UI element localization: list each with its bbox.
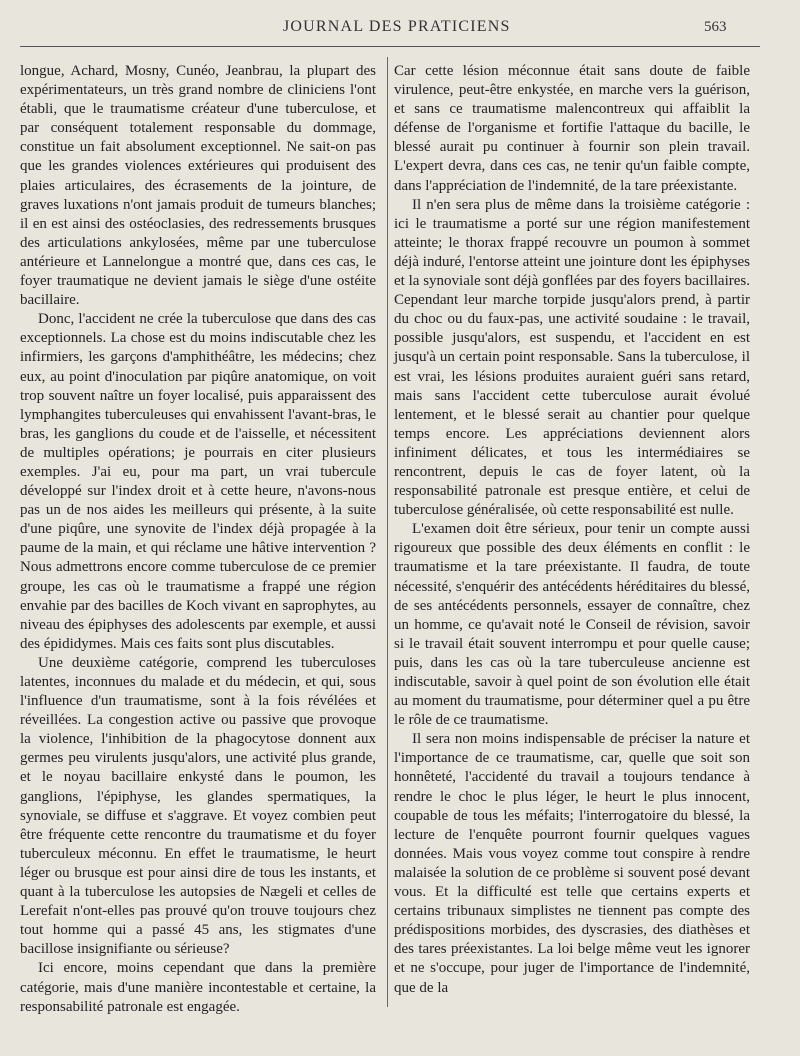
paragraph: L'examen doit être sérieux, pour tenir un compte aussi rigoureux que possible des deux éléments en conflit : le traumatisme et la tare préexistante. Il faudra, de toute nécessité, s'enquérir des antécédents héréditaires du blessé, de ses antécédents personnels, essayer de connaître, chez un homme, ce qu'avait noté le Conseil de révision, savoir si le travail était souvent interrompu et pour quelle cause; puis, dans les cas où la tare tuberculeuse ancienne est indiscutable, savoir à quel point de son évolution elle était au moment du traumatisme, pour déterminer quel a pu être le rôle de ce traumatisme.	[394, 521, 750, 729]
page-number: 563	[704, 19, 727, 35]
paragraph: Il n'en sera plus de même dans la troisième catégorie : ici le traumatisme a porté sur une région manifestement atteinte; le thorax frappé recouvre un poumon à sommet déjà induré, l'entorse atteint une jointure dont les épiphyses et la synoviale sont déjà gonflées par des foyers bacillaires. Cependant leur marche torpide jusqu'alors prend, à partir du choc ou du faux-pas, une activité soudaine : le travail, possible jusqu'alors, est suspendu, et l'accident en est jusqu'à un certain point responsable. Sans la tuberculose, il est vrai, les lésions produites auraient guéri sans retard, mais sans l'accident cette tuberculose aurait évolué lentement, et le blessé serait au chantier pour quelque temps encore. Les appréciations deviennent alors infiniment délicates, et tous les intermédiaires se rencontrent, depuis le cas de foyer latent, où la responsabilité patronale est presque entière, et celui de tuberculose généralisée, où cette responsabilité est nulle.	[394, 196, 750, 519]
left-column	[20, 62, 376, 1017]
right-column	[394, 62, 750, 998]
paragraph: Une deuxième catégorie, comprend les tuberculoses latentes, inconnues du malade et du médecin, et qui, sous l'influence d'un traumatisme, sont à la fois révélées et réveillées. La congestion active ou passive que provoque la violence, l'inhibition de la phagocytose donnent aux germes peu virulents jusqu'alors, une activité plus grande, et le noyau bacillaire enkysté dans le poumon, les ganglions, l'épiphyse, les glandes spermatiques, la synoviale, se diffuse et s'aggrave. Et voyez combien peut être fréquente cette rencontre du traumatisme et du foyer tuberculeux méconnu. En effet le traumatisme, le heurt léger ou brusque est pour ainsi dire de tous les instants, et quant à la tuberculose les autopsies de Nægeli et celles de Lerefait n'ont-elles pas prouvé qu'on trouve toujours chez tout homme qui a passé 45 ans, les stigmates d'une bacillose insignifiante ou sérieuse?	[20, 654, 376, 958]
journal-title: JOURNAL DES PRATICIENS	[283, 18, 511, 35]
paragraph: longue, Achard, Mosny, Cunéo, Jeanbrau, la plupart des expérimentateurs, un très grand nombre de cliniciens l'ont établi, que le traumatisme créateur d'une tuberculose, et par conséquent totalement responsable du dommage, constitue un fait absolument exceptionnel. Ne sait-on pas que les grandes violences extérieures qui produisent des plaies articulaires, des écrasements de la jointure, de graves luxations n'ont jamais produit de tumeurs blanches; il en est ainsi des ostéoclasies, des redressements brusques des articulations ankylosées, même par une tuberculose antérieure et Lannelongue a montré que, dans ces cas, le foyer traumatique ne devient jamais le siège d'une ostéite bacillaire.	[20, 63, 376, 309]
column-divider	[387, 57, 388, 1007]
header-rule	[20, 46, 760, 47]
paragraph: Il sera non moins indispensable de préciser la nature et l'importance de ce traumatisme, car, quelle que soit son honnêteté, l'accidenté du travail a toujours tendance à rendre le choc le plus léger, le heurt le plus innocent, coupable de tous les méfaits; l'interrogatoire du blessé, la lecture de l'enquête pourront fournir quelques vagues données. Mais vous voyez comme tout conspire à rendre malaisée la solution de ce problème si souvent posé devant vous. Et la difficulté est telle que certains experts et certains tribunaux simplistes ne tiennent pas compte des prédispositions morbides, des dyscrasies, des diathèses et des tares préexistantes. La loi belge même veut les ignorer et ne s'occupe, pour juger de l'importance de l'indemnité, que de la	[394, 731, 750, 996]
running-header	[0, 18, 800, 42]
paragraph: Ici encore, moins cependant que dans la première catégorie, mais d'une manière incontestable et certaine, la responsabilité patronale est engagée.	[20, 960, 376, 1015]
paragraph: Car cette lésion méconnue était sans doute de faible virulence, peut-être enkystée, en marche vers la guérison, et sans ce traumatisme malencontreux qui affaiblit la défense de l'organisme et fortifie l'attaque du bacille, le blessé aurait pu continuer à fournir son plein travail. L'expert devra, dans ces cas, ne tenir qu'un faible compte, dans l'appréciation de l'indemnité, de la tare préexistante.	[394, 63, 750, 194]
paragraph: Donc, l'accident ne crée la tuberculose que dans des cas exceptionnels. La chose est du moins indiscutable chez les infirmiers, les garçons d'amphithéâtre, les médecins; chez eux, au point d'inoculation par piqûre anatomique, on voit trop souvent naître un foyer localisé, puis apparaissent des lymphangites tuberculeuses qui envahissent l'avant-bras, le bras, les ganglions du coude et de l'aisselle, et nécessitent de multiples opérations; je pourrais en citer plusieurs exemples. J'ai eu, pour ma part, un vrai tubercule développé sur l'index droit et à cette heure, n'avons-nous pas un de nos aides les meilleurs qui présente, à la suite d'une piqûre, une synovite de l'index déjà propagée à la paume de la main, et qui réclame une hâtive intervention ? Nous admettrons encore comme tuberculose de ce premier groupe, les cas où le traumatisme a frappé une région envahie par des bacilles de Koch vivant en saprophytes, au niveau des épiphyses des adolescents par exemple, et aussi des épididymes. Mais ces faits sont plus discutables.	[20, 311, 376, 652]
